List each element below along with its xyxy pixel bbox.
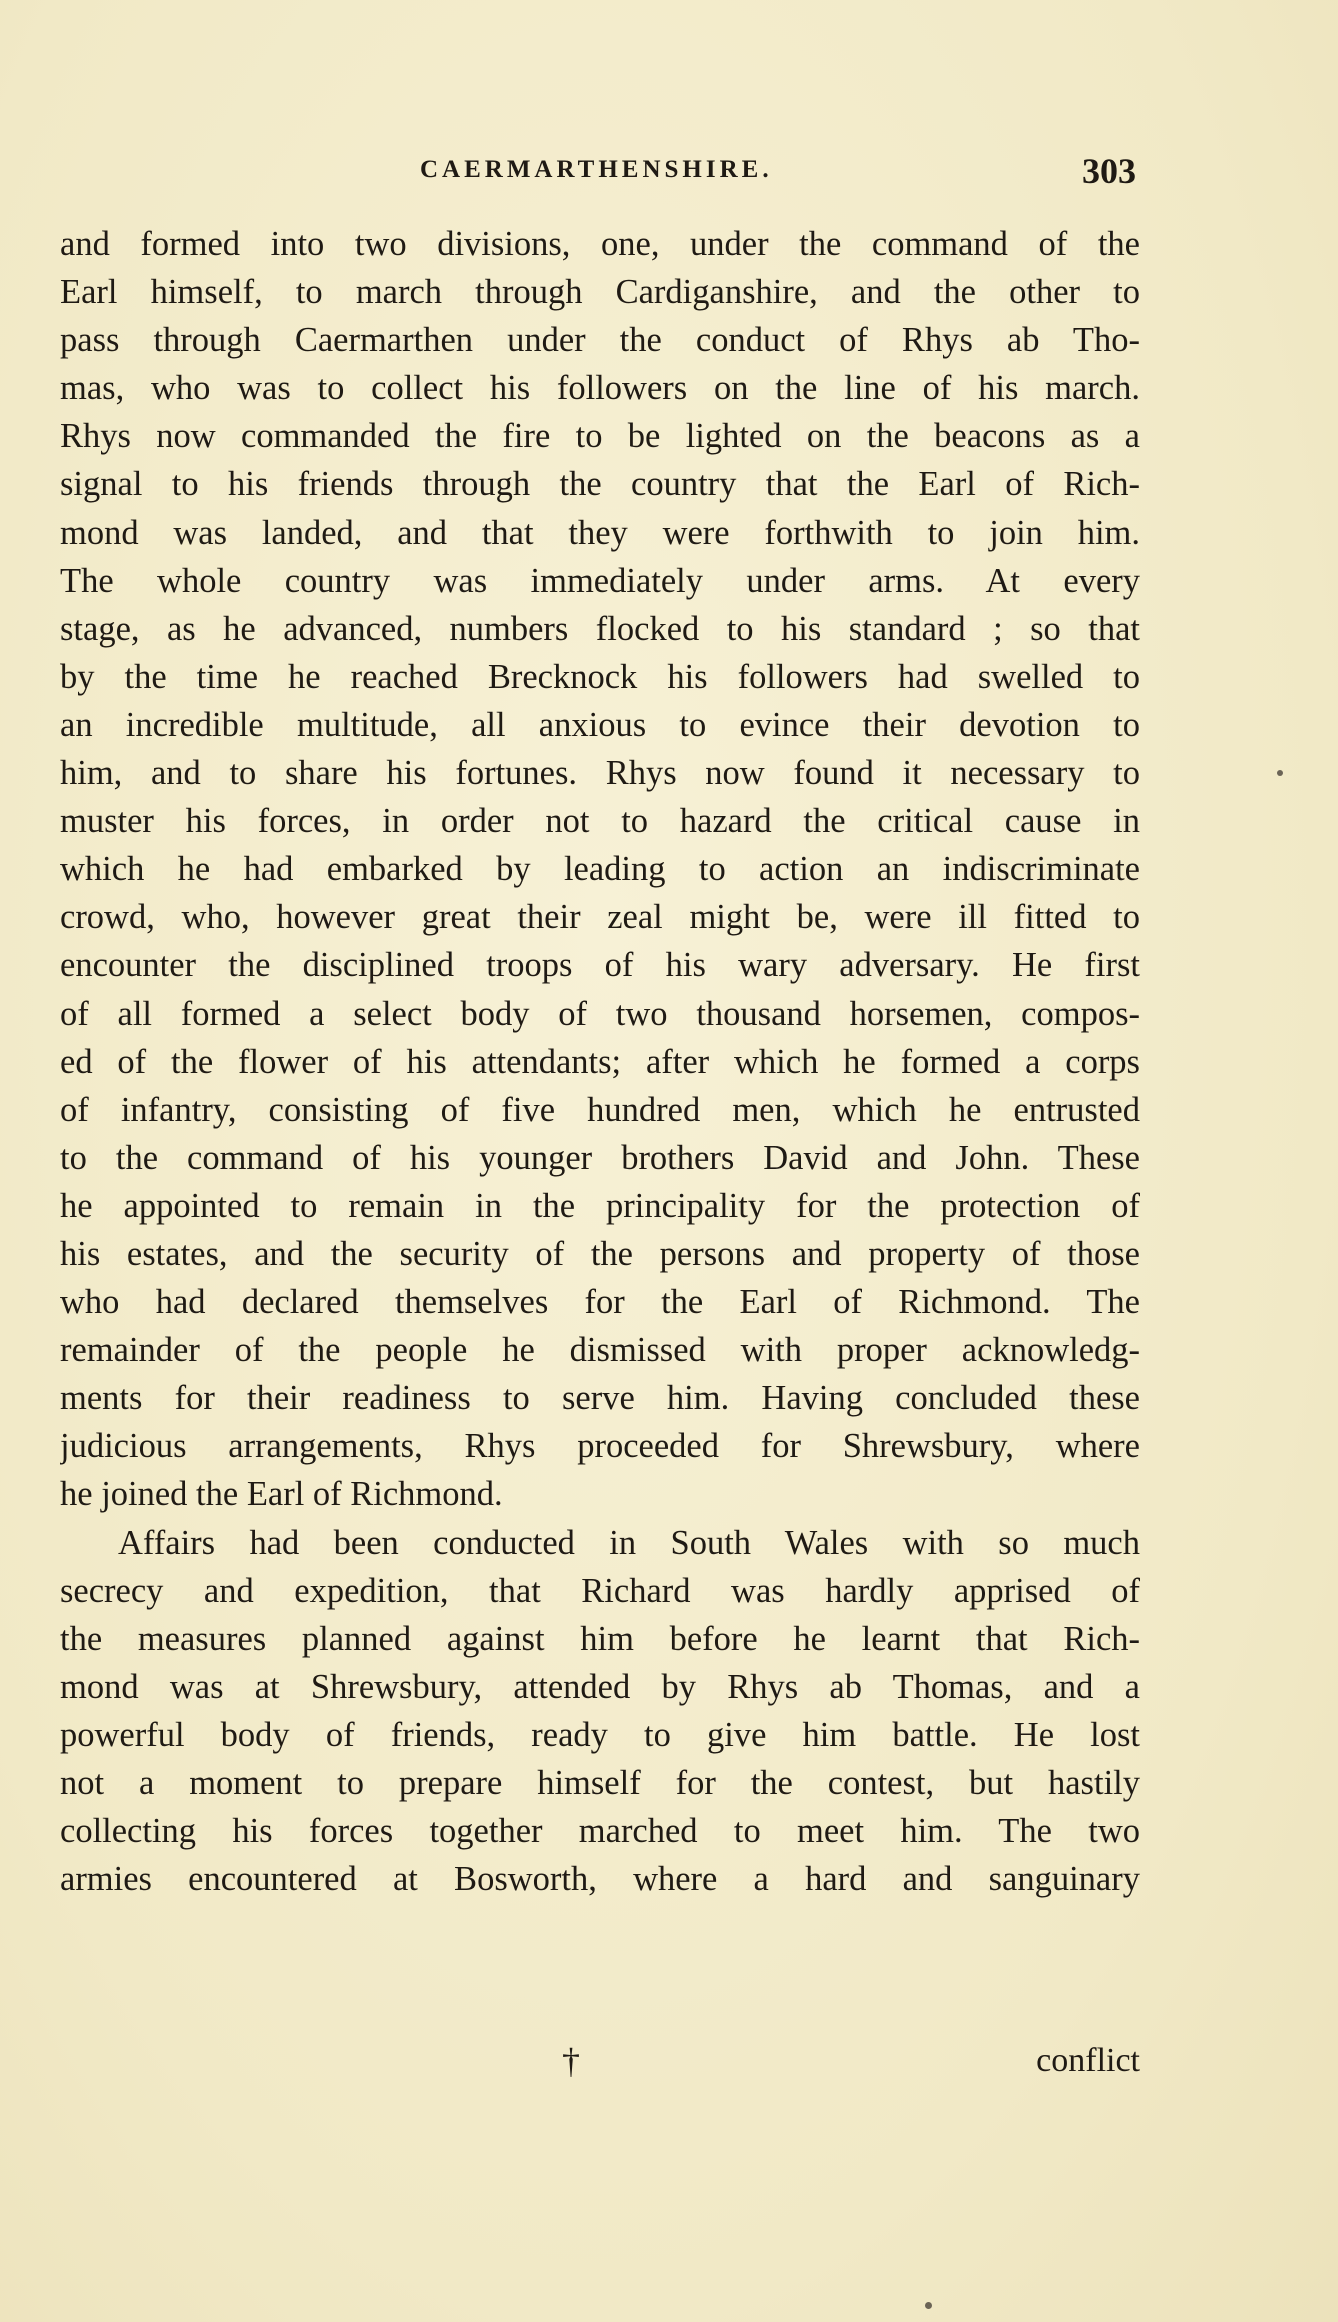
page-number: 303	[1082, 151, 1136, 191]
text-line: Earl himself, to march through Cardiganshire, and the other to	[60, 273, 1140, 312]
text-line: who had declared themselves for the Earl of Richmond. The	[60, 1283, 1140, 1322]
text-line: mas, who was to collect his followers on the line of his march.	[60, 369, 1140, 408]
text-line: his estates, and the security of the persons and property of those	[60, 1234, 1140, 1273]
catchword: conflict	[1036, 2042, 1140, 2079]
text-line: muster his forces, in order not to hazard the critical cause in	[60, 802, 1140, 841]
text-line: powerful body of friends, ready to give him battle. He lost	[60, 1715, 1140, 1754]
signature-mark: †	[562, 2041, 580, 2081]
text-line: stage, as he advanced, numbers flocked to his standard ; so that	[60, 609, 1140, 648]
ink-speck	[925, 2302, 932, 2309]
text-line: Rhys now commanded the fire to be lighted on the beacons as a	[60, 417, 1140, 456]
text-line: of all formed a select body of two thousand horsemen, compos-	[60, 994, 1140, 1033]
text-line: The whole country was immediately under arms. At every	[60, 561, 1140, 600]
text-line: of infantry, consisting of five hundred men, which he entrusted	[60, 1090, 1140, 1129]
text-line: to the command of his younger brothers David and John. These	[60, 1138, 1140, 1177]
page-header	[420, 150, 1140, 190]
text-line: him, and to share his fortunes. Rhys now found it necessary to	[60, 754, 1140, 793]
text-line: signal to his friends through the country that the Earl of Rich-	[60, 465, 1140, 504]
text-line: judicious arrangements, Rhys proceeded for Shrewsbury, where	[60, 1427, 1140, 1466]
text-line: crowd, who, however great their zeal might be, were ill fitted to	[60, 898, 1140, 937]
text-line: Affairs had been conducted in South Wales with so much	[118, 1523, 1140, 1562]
ink-speck	[1277, 770, 1283, 776]
text-line: not a moment to prepare himself for the contest, but hastily	[60, 1764, 1140, 1802]
text-line: secrecy and expedition, that Richard was hardly apprised of	[60, 1571, 1140, 1610]
text-line: encounter the disciplined troops of his wary adversary. He first	[60, 946, 1140, 985]
text-line: ed of the flower of his attendants; after which he formed a corps	[60, 1042, 1140, 1081]
text-line: collecting his forces together marched to meet him. The two	[60, 1812, 1140, 1851]
text-line: mond was landed, and that they were forthwith to join him.	[60, 513, 1140, 552]
running-title: CAERMARTHENSHIRE.	[420, 156, 773, 183]
body-text	[60, 220, 1140, 1903]
text-line: the measures planned against him before he learnt that Rich-	[60, 1619, 1140, 1658]
page-footer	[60, 2036, 1140, 2086]
text-line: he joined the Earl of Richmond.	[60, 1475, 503, 1514]
text-line: he appointed to remain in the principality for the protection of	[60, 1186, 1140, 1225]
text-line: remainder of the people he dismissed with proper acknowledg-	[60, 1331, 1140, 1370]
text-line: mond was at Shrewsbury, attended by Rhys ab Thomas, and a	[60, 1667, 1140, 1706]
text-line: ments for their readiness to serve him. Having concluded these	[60, 1379, 1140, 1418]
text-line: by the time he reached Brecknock his followers had swelled to	[60, 657, 1140, 696]
text-line: an incredible multitude, all anxious to evince their devotion to	[60, 705, 1140, 744]
text-line: pass through Caermarthen under the conduct of Rhys ab Tho-	[60, 321, 1140, 360]
text-line: which he had embarked by leading to action an indiscriminate	[60, 850, 1140, 889]
text-line: and formed into two divisions, one, under the command of the	[60, 225, 1140, 263]
text-line: armies encountered at Bosworth, where a hard and sanguinary	[60, 1860, 1140, 1899]
